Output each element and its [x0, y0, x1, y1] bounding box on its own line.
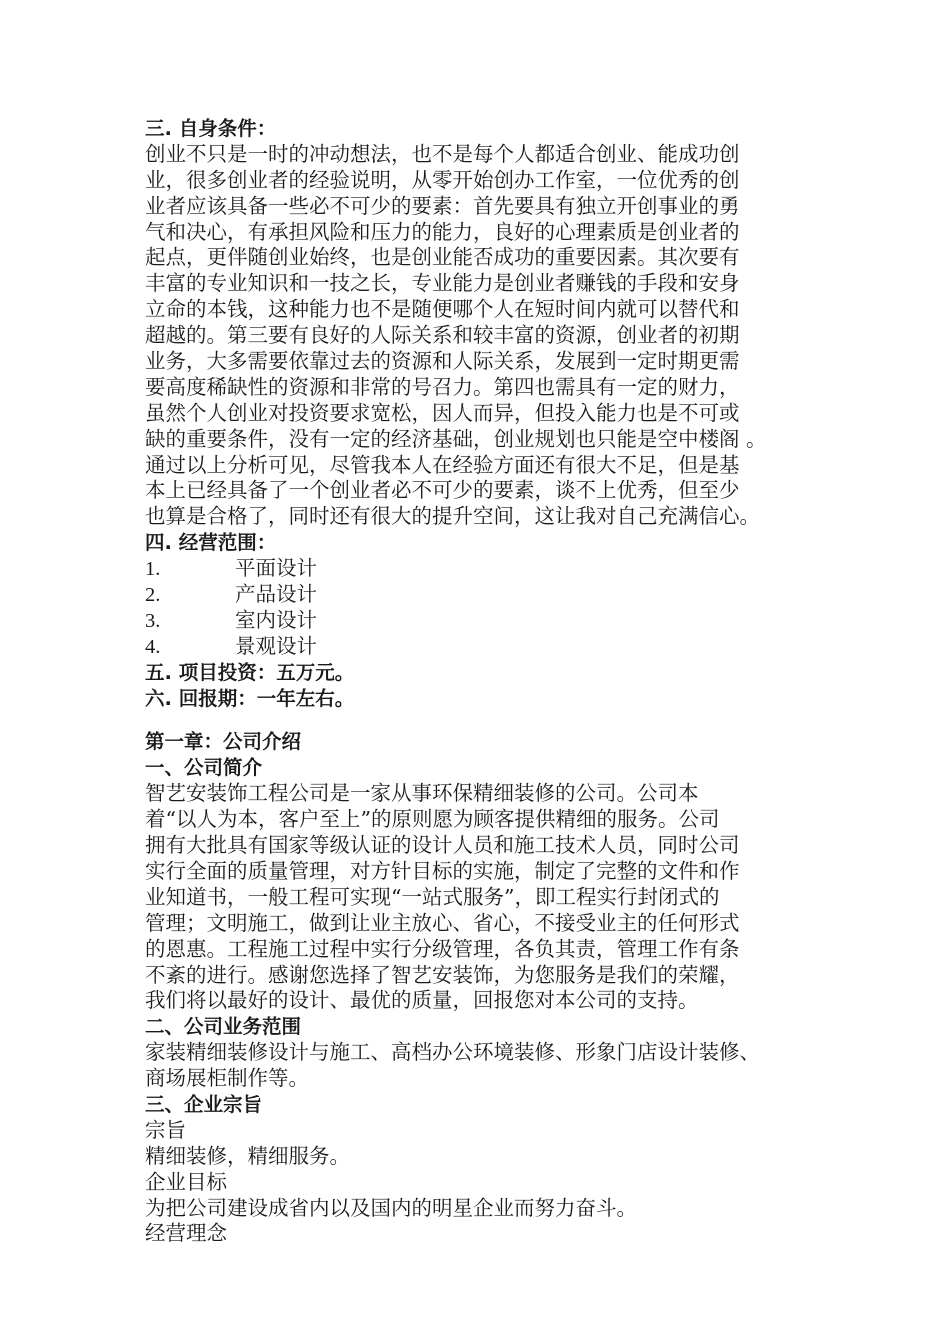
list-number: 3.	[145, 609, 161, 632]
paragraph-line: 实行全面的质量管理，对方针目标的实施，制定了完整的文件和作	[145, 858, 740, 883]
subsection-heading-business-range: 二、公司业务范围	[145, 1015, 302, 1039]
company-intro-paragraph	[145, 781, 825, 1014]
spacer	[145, 711, 825, 729]
paragraph-line: 我们将以最好的设计、最优的质量，回报您对本公司的支持。	[145, 988, 699, 1013]
paragraph-line: 本上已经具备了一个创业者必不可少的要素，谈不上优秀，但至少	[145, 478, 740, 503]
section-heading-payback: 六. 回报期：一年左右。	[145, 686, 355, 710]
paragraph-line: 业，很多创业者的经验说明，从零开始创办工作室，一位优秀的创	[145, 167, 740, 192]
paragraph-line: 缺的重要条件，没有一定的经济基础，创业规划也只能是空中楼阁 。	[145, 426, 767, 451]
list-number: 2.	[145, 584, 161, 607]
paragraph-line: 丰富的专业知识和一技之长，专业能力是创业者赚钱的手段和安身	[145, 271, 740, 296]
paragraph-line: 家装精细装修设计与施工、高档办公环境装修、形象门店设计装修、	[145, 1040, 760, 1065]
list-label: 产品设计	[235, 582, 317, 607]
paragraph-line: 要高度稀缺性的资源和非常的号召力。第四也需具有一定的财力，	[145, 374, 740, 399]
paragraph-line: 企业目标	[145, 1169, 227, 1194]
list-item	[145, 634, 825, 660]
business-range-paragraph	[145, 1040, 825, 1092]
paragraph-line: 经营理念	[145, 1221, 227, 1246]
list-item	[145, 556, 825, 582]
paragraph-line: 气和决心，有承担风险和压力的能力，良好的心理素质是创业者的	[145, 219, 740, 244]
paragraph-line: 起点，更伴随创业始终，也是创业能否成功的重要因素。其次要有	[145, 245, 740, 270]
paragraph-line: 商场展柜制作等。	[145, 1066, 309, 1091]
paragraph-line: 业务，大多需要依靠过去的资源和人际关系，发展到一定时期更需	[145, 349, 740, 374]
list-label: 景观设计	[235, 633, 317, 658]
paragraph-line: 精细装修，精细服务。	[145, 1143, 350, 1168]
paragraph-line: 不紊的进行。感谢您选择了智艺安装饰，为您服务是我们的荣耀，	[145, 962, 740, 987]
business-scope-list	[145, 556, 825, 660]
self-conditions-paragraph	[145, 142, 825, 530]
subsection-heading-company-intro: 一、公司简介	[145, 756, 263, 780]
section-heading-investment: 五. 项目投资：五万元。	[145, 660, 355, 684]
list-number: 4.	[145, 635, 161, 658]
paragraph-line: 业者应该具备一些必不可少的要素：首先要具有独立开创事业的勇	[145, 193, 740, 218]
paragraph-line: 拥有大批具有国家等级认证的设计人员和施工技术人员，同时公司	[145, 833, 740, 858]
paragraph-line: 超越的。第三要有良好的人际关系和较丰富的资源，创业者的初期	[145, 323, 740, 348]
list-label: 室内设计	[235, 607, 317, 632]
paragraph-line: 管理；文明施工，做到让业主放心、省心，不接受业主的任何形式	[145, 910, 740, 935]
paragraph-line: 通过以上分析可见，尽管我本人在经验方面还有很大不足，但是基	[145, 452, 740, 477]
paragraph-line: 创业不只是一时的冲动想法，也不是每个人都适合创业、能成功创	[145, 141, 740, 166]
list-number: 1.	[145, 558, 161, 581]
paragraph-line: 也算是合格了，同时还有很大的提升空间，这让我对自己充满信心。	[145, 504, 760, 529]
paragraph-line: 业知道书，一般工程可实现“一站式服务”，即工程实行封闭式的	[145, 884, 720, 909]
section-heading-business-scope: 四. 经营范围：	[145, 531, 277, 555]
document-page	[145, 116, 825, 1247]
paragraph-line: 虽然个人创业对投资要求宽松，因人而异，但投入能力也是不可或	[145, 400, 740, 425]
list-item	[145, 582, 825, 608]
list-label: 平面设计	[235, 556, 317, 581]
paragraph-line: 的恩惠。工程施工过程中实行分级管理，各负其责，管理工作有条	[145, 936, 740, 961]
section-heading-self-conditions: 三. 自身条件：	[145, 117, 277, 140]
paragraph-line: 宗旨	[145, 1117, 186, 1142]
paragraph-line: 智艺安装饰工程公司是一家从事环保精细装修的公司。公司本	[145, 781, 699, 806]
paragraph-line: 着“以人为本，客户至上”的原则愿为顾客提供精细的服务。公司	[145, 807, 720, 832]
chapter-title: 第一章：公司介绍	[145, 730, 302, 754]
paragraph-line: 立命的本钱，这种能力也不是随便哪个人在短时间内就可以替代和	[145, 297, 740, 322]
paragraph-line: 为把公司建设成省内以及国内的明星企业而努力奋斗。	[145, 1195, 637, 1220]
list-item	[145, 608, 825, 634]
subsection-heading-tenet: 三、企业宗旨	[145, 1092, 263, 1116]
tenet-paragraph	[145, 1118, 825, 1247]
